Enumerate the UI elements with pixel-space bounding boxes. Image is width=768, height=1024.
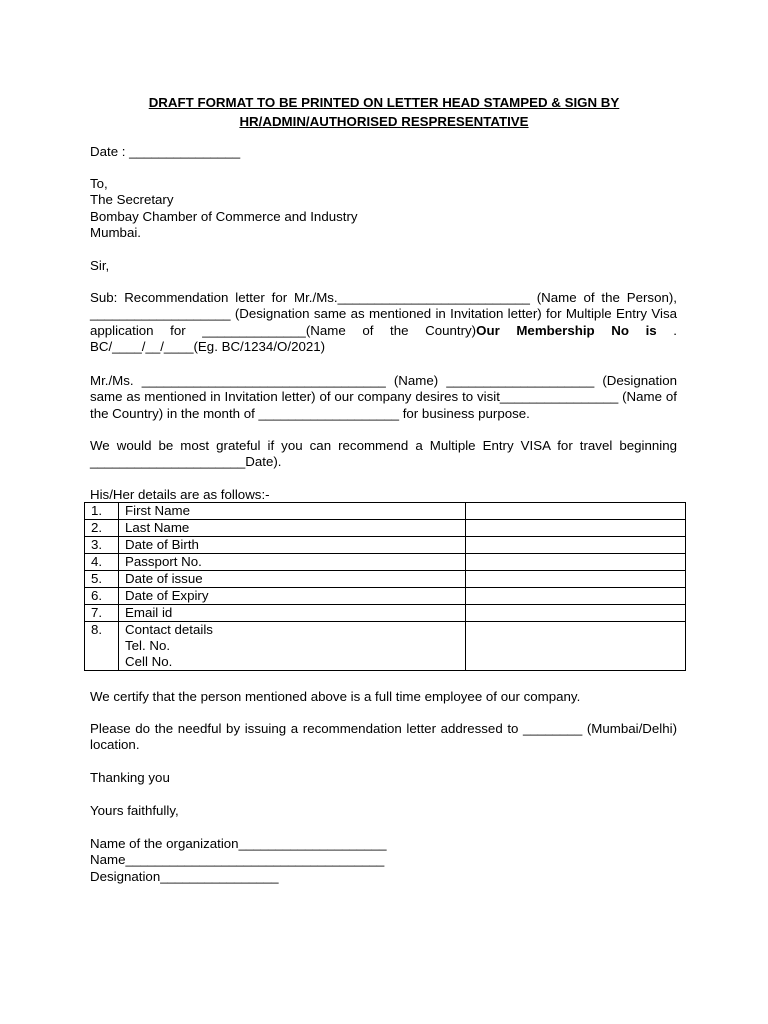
- signature-organization: Name of the organization____________________: [90, 836, 387, 851]
- address-line: Bombay Chamber of Commerce and Industry: [90, 208, 358, 224]
- table-row: [85, 622, 686, 671]
- membership-format: . BC/____/__/____(Eg. BC/1234/O/2021): [90, 322, 678, 354]
- row-value: [466, 622, 686, 671]
- table-row: [85, 520, 686, 537]
- subject-paragraph: [90, 290, 677, 355]
- row-value: [466, 503, 686, 520]
- row-label: Date of Birth: [119, 537, 466, 554]
- table-row: [85, 588, 686, 605]
- row-subline-tel: Tel. No.: [125, 638, 171, 653]
- row-value: [466, 605, 686, 622]
- row-number: 7.: [85, 605, 119, 622]
- certify-paragraph: We certify that the person mentioned above is a full time employee of our company.: [90, 689, 581, 704]
- address-line: The Secretary: [90, 192, 174, 208]
- row-number: 6.: [85, 588, 119, 605]
- recipient-address: [90, 176, 677, 241]
- please-paragraph: Please do the needful by issuing a recommendation letter addressed to ________ (Mumbai/Delhi) location.: [90, 721, 677, 753]
- subject-text: Sub: Recommendation letter for Mr./Ms.__________________________ (Name of the Person), ___________________ (Designation same as mentioned in Invitation letter) for Multiple Entry Visa application for ______________(Name of the Country): [90, 290, 677, 338]
- details-intro: His/Her details are as follows:-: [90, 487, 270, 502]
- employee-paragraph: Mr./Ms. _________________________________ (Name) ____________________ (Designation same as mentioned in Invitation letter) of our company desires to visit________________ (Name of the Country) in the month of ___________________ for business purpose.: [90, 373, 677, 421]
- signature-designation: Designation________________: [90, 868, 279, 884]
- signature-name: Name___________________________________: [90, 852, 385, 868]
- address-line: Mumbai.: [90, 224, 141, 240]
- table-row: [85, 503, 686, 520]
- row-number: 2.: [85, 520, 119, 537]
- heading-line-2: HR/ADMIN/AUTHORISED RESPRESENTATIVE: [239, 114, 529, 129]
- request-paragraph: We would be most grateful if you can recommend a Multiple Entry VISA for travel beginning _____________________Date).: [90, 438, 677, 470]
- row-value: [466, 588, 686, 605]
- address-line: To,: [90, 176, 108, 191]
- table-row: [85, 554, 686, 571]
- row-label-text: Contact details: [125, 622, 213, 637]
- row-value: [466, 537, 686, 554]
- row-number: 5.: [85, 571, 119, 588]
- date-line: Date : _______________: [90, 144, 241, 159]
- row-label: Email id: [119, 605, 466, 622]
- row-number: 8.: [85, 622, 119, 671]
- signature-block: [90, 836, 677, 885]
- table-row: [85, 605, 686, 622]
- closing-line: Yours faithfully,: [90, 803, 179, 818]
- membership-label: Our Membership No is: [476, 322, 657, 338]
- table-row: [85, 571, 686, 588]
- thanking-line: Thanking you: [90, 770, 170, 785]
- row-value: [466, 554, 686, 571]
- row-label: First Name: [119, 503, 466, 520]
- heading-line-1: DRAFT FORMAT TO BE PRINTED ON LETTER HEAD STAMPED & SIGN BY: [148, 95, 620, 110]
- document-heading: [90, 93, 678, 131]
- row-value: [466, 571, 686, 588]
- row-label: Date of issue: [119, 571, 466, 588]
- row-label: Date of Expiry: [119, 588, 466, 605]
- table-row: [85, 537, 686, 554]
- details-table: [84, 502, 686, 671]
- row-value: [466, 520, 686, 537]
- row-label: [119, 622, 466, 671]
- row-label: Passport No.: [119, 554, 466, 571]
- row-label: Last Name: [119, 520, 466, 537]
- row-subline-cell: Cell No.: [125, 654, 173, 669]
- salutation: Sir,: [90, 258, 110, 273]
- row-number: 3.: [85, 537, 119, 554]
- row-number: 1.: [85, 503, 119, 520]
- row-number: 4.: [85, 554, 119, 571]
